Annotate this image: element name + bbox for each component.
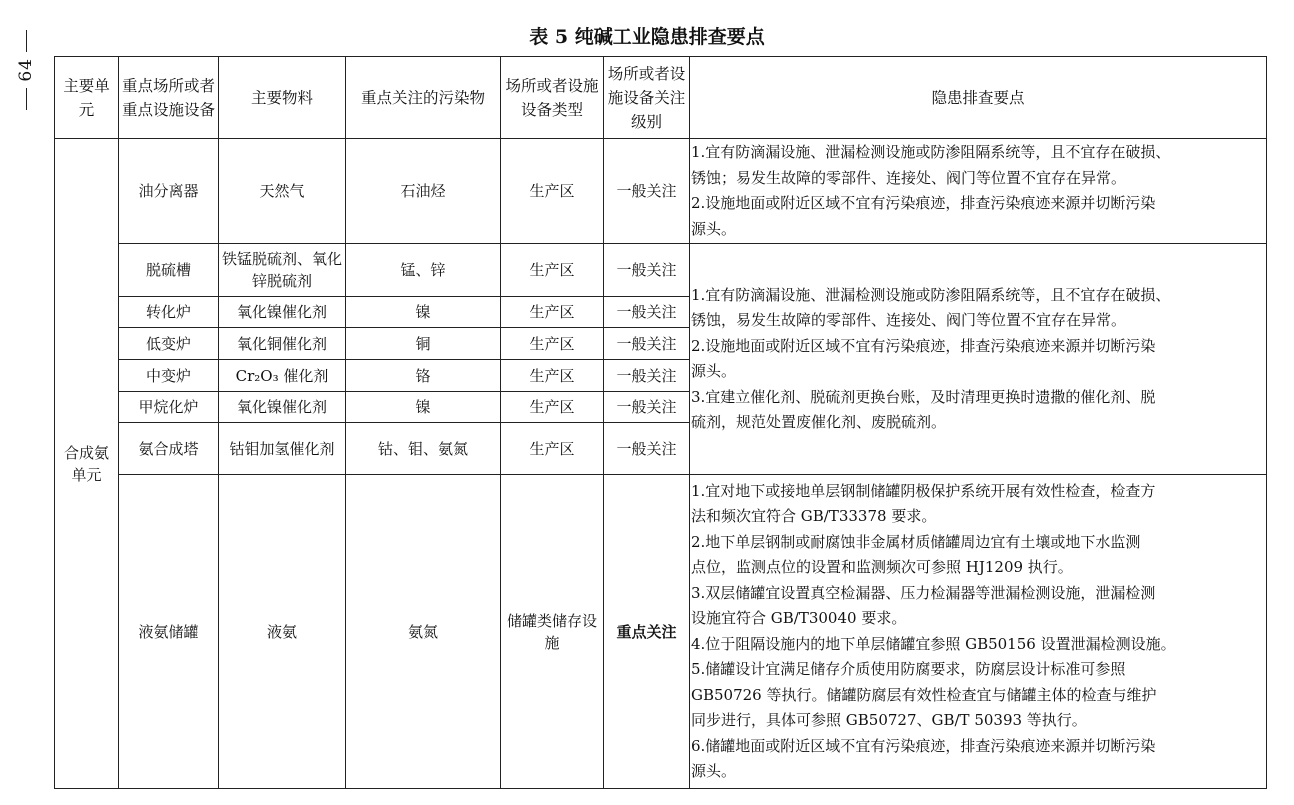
level-cell: 重点关注	[604, 475, 690, 789]
header-material: 主要物料	[219, 57, 346, 139]
site-cell: 中变炉	[119, 360, 219, 392]
points-line: 1.宜对地下或接地单层钢制储罐阴极保护系统开展有效性检查，检查方	[691, 481, 1156, 500]
material-cell: 液氨	[219, 475, 346, 789]
points-line: 法和频次宜符合 GB/T33378 要求。	[691, 507, 937, 525]
points-line: GB50726 等执行。储罐防腐层有效性检查宜与储罐主体的检查与维护	[691, 685, 1157, 704]
points-cell-group2	[690, 244, 1267, 475]
points-line: 1.宜有防滴漏设施、泄漏检测设施或防渗阻隔系统等，且不宜存在破损、	[691, 143, 1171, 161]
points-line: 1.宜有防滴漏设施、泄漏检测设施或防渗阻隔系统等，且不宜存在破损、	[691, 285, 1171, 304]
pollutant-cell: 铬	[346, 360, 501, 392]
table-title: 表 5 纯碱工业隐患排查要点	[529, 26, 765, 48]
points-line: 3.宜建立催化剂、脱硫剂更换台账，及时清理更换时遗撒的催化剂、脱	[691, 387, 1156, 406]
points-line: 源头。	[691, 219, 737, 238]
points-line: 4.位于阻隔设施内的地下单层储罐宜参照 GB50156 设置泄漏检测设施。	[691, 634, 1176, 653]
pollutant-cell: 石油烃	[346, 139, 501, 244]
type-cell: 生产区	[501, 297, 604, 328]
site-cell: 液氨储罐	[119, 475, 219, 789]
material-cell: 钴钼加氢催化剂	[219, 423, 346, 475]
points-line: 锈蚀；易发生故障的零部件、连接处、阀门等位置不宜存在异常。	[691, 168, 1127, 187]
header-points: 隐患排查要点	[690, 57, 1267, 139]
points-line: 设施宜符合 GB/T30040 要求。	[691, 609, 907, 627]
points-line: 点位，监测点位的设置和监测频次可参照 HJ1209 执行。	[691, 558, 1073, 576]
pollutant-cell: 钴、钼、氨氮	[346, 423, 501, 475]
level-cell: 一般关注	[604, 139, 690, 244]
points-line: 2.设施地面或附近区域不宜有污染痕迹，排查污染痕迹来源并切断污染	[691, 194, 1156, 212]
table-row	[55, 139, 1267, 244]
level-cell: 一般关注	[604, 244, 690, 297]
site-cell: 油分离器	[119, 139, 219, 244]
unit-cell: 合成氨单元	[55, 139, 119, 789]
points-cell-group1	[690, 139, 1267, 244]
points-line: 3.双层储罐宜设置真空检漏器、压力检漏器等泄漏检测设施，泄漏检测	[691, 583, 1156, 602]
level-cell: 一般关注	[604, 423, 690, 475]
points-line: 2.设施地面或附近区域不宜有污染痕迹，排查污染痕迹来源并切断污染	[691, 336, 1156, 355]
level-cell: 一般关注	[604, 392, 690, 423]
site-cell: 转化炉	[119, 297, 219, 328]
table-row	[55, 475, 1267, 789]
points-line: 2.地下单层钢制或耐腐蚀非金属材质储罐周边宜有土壤或地下水监测	[691, 532, 1141, 551]
site-cell: 甲烷化炉	[119, 392, 219, 423]
header-unit: 主要单元	[55, 57, 119, 139]
material-cell: 铁锰脱硫剂、氧化锌脱硫剂	[219, 244, 346, 297]
points-line: 锈蚀，易发生故障的零部件、连接处、阀门等位置不宜存在异常。	[691, 311, 1127, 329]
pollutant-cell: 铜	[346, 328, 501, 360]
points-line: 同步进行，具体可参照 GB50727、GB/T 50393 等执行。	[691, 711, 1087, 729]
site-cell: 脱硫槽	[119, 244, 219, 297]
points-line: 5.储罐设计宜满足储存介质使用防腐要求，防腐层设计标准可参照	[691, 660, 1126, 678]
material-cell: 氧化铜催化剂	[219, 328, 346, 360]
pollutant-cell: 镍	[346, 297, 501, 328]
header-pollutant: 重点关注的污染物	[346, 57, 501, 139]
type-cell: 储罐类储存设施	[501, 475, 604, 789]
page-number-dash-bottom	[26, 88, 27, 110]
level-cell: 一般关注	[604, 360, 690, 392]
site-cell: 低变炉	[119, 328, 219, 360]
level-cell: 一般关注	[604, 328, 690, 360]
pollutant-cell: 镍	[346, 392, 501, 423]
header-type: 场所或者设施设备类型	[501, 57, 604, 139]
points-line: 硫剂，规范处置废催化剂、废脱硫剂。	[691, 413, 947, 431]
pollutant-cell: 锰、锌	[346, 244, 501, 297]
type-cell: 生产区	[501, 423, 604, 475]
type-cell: 生产区	[501, 328, 604, 360]
type-cell: 生产区	[501, 360, 604, 392]
table-row	[55, 244, 1267, 297]
points-line: 源头。	[691, 362, 737, 380]
material-cell: Cr₂O₃ 催化剂	[219, 360, 346, 392]
page-number: 64	[16, 58, 36, 82]
header-level: 场所或者设施设备关注级别	[604, 57, 690, 139]
type-cell: 生产区	[501, 244, 604, 297]
type-cell: 生产区	[501, 139, 604, 244]
material-cell: 氧化镍催化剂	[219, 297, 346, 328]
material-cell: 天然气	[219, 139, 346, 244]
level-cell: 一般关注	[604, 297, 690, 328]
points-cell-group3	[690, 475, 1267, 789]
site-cell: 氨合成塔	[119, 423, 219, 475]
pollutant-cell: 氨氮	[346, 475, 501, 789]
points-line: 源头。	[691, 762, 737, 780]
points-line: 6.储罐地面或附近区域不宜有污染痕迹，排查污染痕迹来源并切断污染	[691, 736, 1156, 755]
material-cell: 氧化镍催化剂	[219, 392, 346, 423]
header-site: 重点场所或者重点设施设备	[119, 57, 219, 139]
type-cell: 生产区	[501, 392, 604, 423]
inspection-table	[54, 56, 1267, 789]
header-row	[55, 57, 1267, 139]
